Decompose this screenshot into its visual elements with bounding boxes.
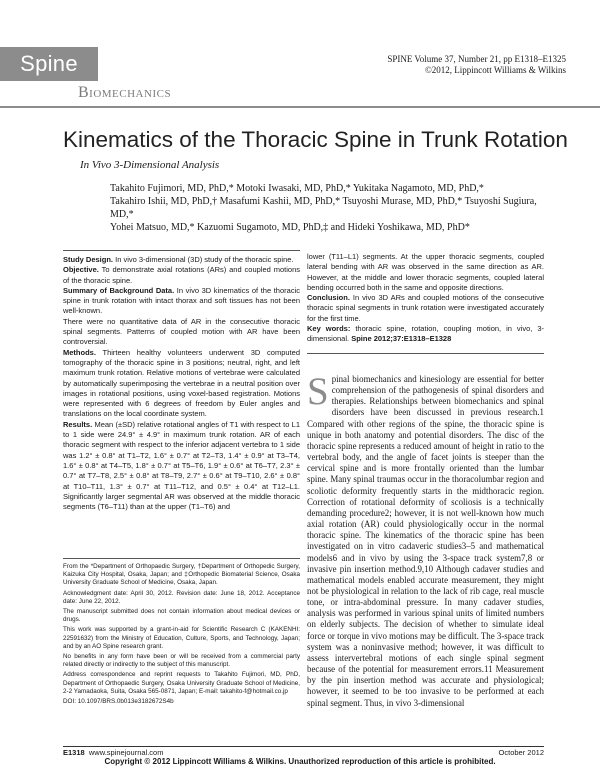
- keywords: [307, 324, 544, 345]
- affiliations-block: [63, 563, 300, 708]
- body-paragraph: pinal biomechanics and kinesiology are essential for better comprehension of the pathogenesis of spinal disorders and therapies. Relationships between biomechanics and spinal disorders have been discussed in previous research.1 Compared with other regions of the spine, the thoracic spine is unique in both anatomy and potential disorders. The disc of the thoracic spine represents a reduced amount of height in ratio to the vertebral body, and the angle of facet joints is steeper than the cervical spine and is more frontally oriented than the lumbar spine. Many spinal traumas occur in the thoracolumbar region and scoliotic deformity frequently starts in the midthoracic region. Correction of rotational deformity of scoliosis is a technically demanding procedure2; however, it is not well-known how much axial rotation (AR) could physiologically occur in the normal thoracic spine. The kinematics of the thoracic spine has been investigated on in vitro cadaveric studies3–5 and mathematical models6 and in vivo by using the 3-space track system7,8 or invasive pin insertion method.9,10 Although cadaver studies and mathematical models enabled accurate measurement, they might not be physiological in relation to the lack of rib cage, real muscle tone, or intra-abdominal pressure. In many cadaver studies, analysis was performed in various spinal units of limited numbers on elderly subjects. The decision of whether to simulate ideal force or torque in vivo motions may be difficult. The 3-space track system was a noninvasive method; however, it was difficult to assess intervertebral motions of each single spinal segment because of the potential for measurement errors.11 Measurement by the pin insertion method was accurate and physiological; however, it seemed to be too invasive to be performed at each spinal segment. Thus, in vivo 3-dimensional: [307, 374, 544, 708]
- author-list: [110, 182, 550, 234]
- drop-cap: S: [307, 370, 329, 413]
- results: [63, 420, 300, 513]
- abstract-right-column: [307, 252, 544, 345]
- keywords-label: Key words:: [307, 324, 351, 334]
- doi: DOI: 10.1097/BRS.0b013e3182672S4b: [63, 698, 174, 706]
- background-text: In vivo 3D kinematics of the thoracic spine in trunk rotation with intact thorax and soft tissues has not been well-known.: [63, 285, 300, 316]
- study-design-label: Study Design.: [63, 255, 114, 264]
- abstract-divider: [63, 250, 300, 251]
- authors-line: Takahito Fujimori, MD, PhD,* Motoki Iwasaki, MD, PhD,* Yukitaka Nagamoto, MD, PhD,*: [110, 183, 484, 194]
- study-design-text: In vivo 3-dimensional (3D) study of the thoracic spine.: [115, 255, 294, 264]
- correspondence: Address correspondence and reprint requests to Takahito Fujimori, MD, PhD, Department of Orthopaedic Surgery, Osaka University Graduate School of Medicine, 2-2 Yamadaoka, Suita, Osaka 565-0871, Japan; E-mail: takahito-f@hotmail.co.jp: [63, 671, 300, 695]
- copyright-notice: Copyright © 2012 Lippincott Williams & Wilkins. Unauthorized reproduction of this article is prohibited.: [104, 757, 496, 766]
- results-text: Mean (±SD) relative rotational angles of T1 with respect to L1 to 1 side were 24.9° ± 4.9° in maximum trunk rotation. AR of each thoracic segment with respect to the inferior adjacent vertebra to 1 side was 1.2° ± 0.8° at T1–T2, 1.6° ± 0.7° at T2–T3, 1.4° ± 0.9° at T3–T4, 1.6° ± 0.8° at T4–T5, 1.8° ± 0.7° at T5–T6, 1.9° ± 0.6° at T6–T7, 2.3° ± 0.7° at T7–T8, 2.5° ± 0.8° at T8–T9, 2.7° ± 0.6° at T9–T10, 2.6° ± 0.8° at T10–T11, 1.3° ± 0.7° at T11–T12, and 0.5° ± 0.4° at T12–L1. Significantly larger segmental AR was observed at the middle thoracic segments (T6–T11) than at the upper (T1–T6) and: [63, 419, 300, 512]
- background: [63, 286, 300, 317]
- study-design: [63, 255, 300, 265]
- conclusion-label: Conclusion.: [307, 293, 350, 303]
- objective: [63, 265, 300, 286]
- methods: [63, 348, 300, 420]
- objective-text: To demonstrate axial rotations (ARs) and coupled motions of the thoracic spine.: [63, 265, 300, 285]
- background-label: Summary of Background Data.: [63, 285, 175, 295]
- article-title: Kinematics of the Thoracic Spine in Trunk Rotation: [63, 127, 568, 152]
- affiliations-divider: [63, 558, 300, 559]
- methods-text: Thirteen healthy volunteers underwent 3D computed tomography of the thoracic spine in 3 positions; neutral, right, and left maximum trunk rotation. Relative motions of vertebrae were calculated by automatically superimposing the vertebrae in a neutral position over images in rotational positions, using voxel-based registration. Motions were represented with 6 degrees of freedom by Euler angles and translations on the local coordinate system.: [63, 347, 300, 419]
- keywords-text: thoracic spine, rotation, coupling motion, in vivo, 3-dimensional.: [307, 324, 544, 344]
- article-dates: Acknowledgment date: April 30, 2012. Revision date: June 18, 2012. Acceptance date: June 22, 2012.: [63, 589, 300, 605]
- body-text: [307, 370, 544, 709]
- methods-label: Methods.: [63, 347, 96, 357]
- conclusion: [307, 293, 544, 324]
- abstract-left-column: [63, 255, 300, 512]
- authors-line: Takahiro Ishii, MD, PhD,† Masafumi Kashii, MD, PhD,* Tsuyoshi Murase, MD, PhD,* Tsuyoshi Sugiura, MD,*: [110, 196, 537, 220]
- citation: Spine 2012;37:E1318–E1328: [351, 334, 452, 344]
- footer-divider: [63, 746, 544, 747]
- journal-website[interactable]: www.spinejournal.com: [88, 748, 164, 757]
- footer-left: [63, 748, 163, 757]
- benefits-statement: No benefits in any form have been or will be received from a commercial party related directly or indirectly to the subject of this manuscript.: [63, 653, 300, 669]
- journal-volume: SPINE Volume 37, Number 21, pp E1318–E1325: [387, 54, 566, 64]
- page-number: E1318: [63, 748, 85, 757]
- results-label: Results.: [63, 419, 93, 429]
- authors-line: Yohei Matsuo, MD,* Kazuomi Sugamoto, MD, PhD,‡ and Hideki Yoshikawa, MD, PhD*: [110, 222, 470, 233]
- keywords-divider: [307, 353, 544, 354]
- section-heading: Biomechanics: [78, 84, 172, 101]
- article-subtitle: In Vivo 3-Dimensional Analysis: [80, 159, 220, 171]
- journal-copyright: ©2012, Lippincott Williams & Wilkins: [424, 65, 566, 75]
- journal-info: [387, 54, 566, 76]
- objective-label: Objective.: [63, 265, 99, 275]
- conclusion-text: In vivo 3D ARs and coupled motions of the consecutive thoracic spinal segments in trunk rotation were investigated accurately for the first time.: [307, 293, 544, 323]
- results-continued: lower (T11–L1) segments. At the upper thoracic segments, coupled lateral bending with AR was observed in the same direction as AR. However, at the middle and lower thoracic segments, coupled lateral bending occurred both in the same and opposite directions.: [307, 252, 544, 292]
- journal-logo: Spine: [0, 47, 98, 81]
- issue-date: October 2012: [498, 748, 544, 757]
- device-statement: The manuscript submitted does not contain information about medical devices or drugs.: [63, 608, 300, 624]
- background-text-2: There were no quantitative data of AR in the consecutive thoracic spinal segments. Patterns of coupled motion with AR have been controversial.: [63, 316, 300, 347]
- section-divider: [0, 106, 600, 108]
- affiliation-from: From the *Department of Orthopaedic Surgery, †Department of Orthopedic Surgery, Kaizuka City Hospital, Osaka, Japan; and ‡Orthopedic Biomaterial Science, Osaka University Graduate School of Medicine, Osaka, Japan.: [63, 563, 300, 587]
- funding-statement: This work was supported by a grant-in-aid for Scientific Research C (KAKENHI: 22591632) from the Ministry of Education, Culture, Sports, and Technology, Japan; and by an AO Spine research grant.: [63, 626, 300, 650]
